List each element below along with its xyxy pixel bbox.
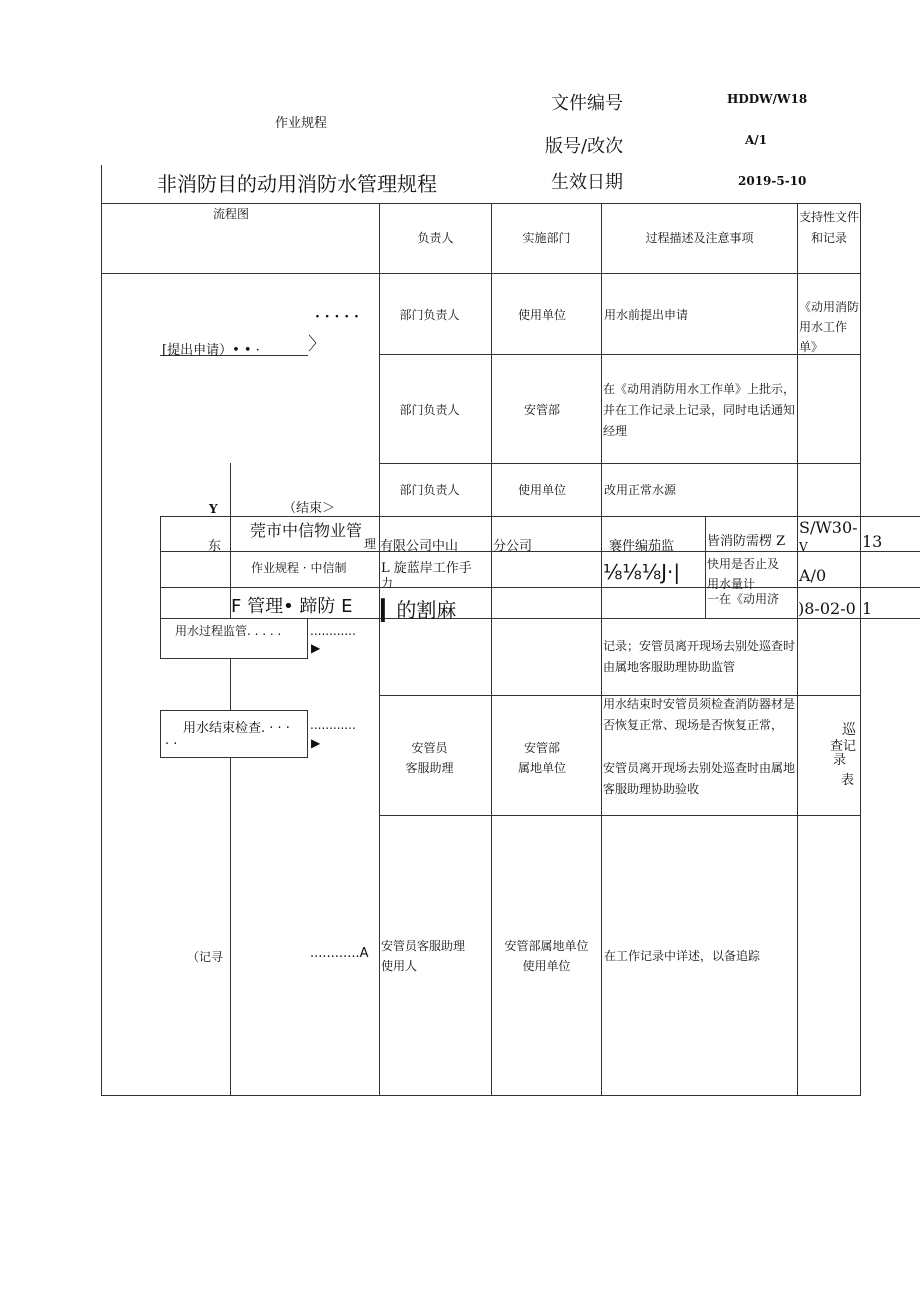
flow-finish-box (160, 710, 308, 758)
row5-record-4: 表 (841, 773, 855, 788)
flow-finish-label-1: 用水结束检查. · · · (183, 721, 290, 736)
overlay-page: 13 (862, 532, 883, 551)
row5-dept-1: 安管部 (523, 741, 560, 755)
doc-type: 作业规程 (275, 116, 328, 131)
overlay-stop-2: 用水量计 (707, 577, 756, 591)
row5-dept-2: 属地单位 (517, 761, 566, 775)
effective-label: 生效日期 (551, 172, 623, 193)
row1-record: 《动用消防用水工作单》 (799, 300, 860, 354)
overlay-stop-1: 快用是否止及 (707, 557, 780, 571)
row1-dept: 使用单位 (517, 308, 566, 322)
row1-owner: 部门负责人 (399, 308, 460, 322)
row2-owner: 部门负责人 (399, 403, 460, 417)
flow-dots-2: ............ (310, 624, 356, 638)
flow-dots-1: · · · · · (315, 309, 359, 325)
overlay-garbled: ⅛⅛⅛J·| (603, 560, 681, 584)
col-owner: 负责人 (417, 231, 454, 245)
row5-record-1: 巡 (842, 722, 856, 738)
col-desc: 过程描述及注意事项 (645, 231, 754, 245)
overlay-doc-no-b: V (799, 540, 808, 554)
row3-owner: 部门负责人 (399, 483, 460, 497)
row2-desc: 在《动用消防用水工作单》上批示，并在工作记录上记录，同时电话通知经理 (603, 382, 796, 438)
row5-record-3: 录 (833, 753, 847, 768)
file-no-label: 文件编号 (551, 93, 623, 114)
flow-arrow-3: ▶ (311, 736, 321, 750)
flow-dots-4: ............A (310, 946, 369, 961)
overlay-doc-no: S/W30- (799, 518, 858, 537)
row6-owner-1: 安管员客服助理 (381, 939, 466, 953)
flow-dots-3: ............ (310, 718, 356, 732)
flow-finish-label-2: · · (165, 737, 178, 752)
row6-dept-1: 安管部属地单位 (504, 939, 589, 953)
version-label: 版号/改次 (545, 136, 624, 157)
flow-end: （结束＞ (283, 501, 336, 516)
row5-desc-1: 用水结束时安管员须检查消防器材是否恢复正常、现场是否恢复正常， (603, 697, 796, 732)
col-flow: 流程图 (213, 207, 250, 221)
flow-y-label: Y (209, 502, 218, 516)
row5-owner-1: 安管员 (411, 741, 448, 755)
overlay-doc-title: 皆消防需楞 Z (707, 534, 786, 549)
flow-apply: [提出申请）• • · (162, 343, 260, 358)
col-records: 支持性文件和记录 (798, 210, 859, 245)
row6-desc: 在工作记录中详述，以备追踪 (604, 949, 761, 963)
row4-desc: 记录；安管员离开现场去别处巡查时由属地客服助理协助监管 (603, 639, 796, 674)
row3-desc: 改用正常水源 (604, 483, 677, 497)
overlay-rules-2: L 旋蓝岸工作手 (381, 561, 472, 576)
overlay-company-2: 有限公司中山 (380, 539, 459, 554)
row1-desc: 用水前提出申请 (604, 308, 689, 322)
row5-record-2: 查记 (830, 739, 857, 754)
flow-arrow-2: ▶ (311, 641, 321, 655)
col-dept: 实施部门 (522, 231, 571, 245)
row6-dept-2: 使用单位 (522, 959, 571, 973)
row5-desc-2: 安管员离开现场去别处巡查时由属地客服助理协助验收 (603, 761, 796, 796)
overlay-company-1: 莞市中信物业管 (250, 521, 363, 540)
page-title: 非消防目的动用消防水管理规程 (157, 172, 437, 196)
version: A/1 (745, 133, 768, 147)
row5-owner-2: 客服助理 (405, 761, 454, 775)
row2-dept: 安管部 (523, 403, 560, 417)
overlay-rules-1: 作业规程 · 中信制 (251, 561, 347, 575)
flow-arrow-1: 〉 (308, 334, 326, 355)
overlay-company-1b: 理 (364, 537, 377, 551)
overlay-mgmt: F 管理• 蹄防 E (231, 596, 353, 617)
row3-dept: 使用单位 (517, 483, 566, 497)
effective-date: 2019-5-10 (738, 174, 807, 188)
overlay-cutting: ▎的割麻 (381, 598, 457, 622)
flow-east: 东 (208, 539, 222, 554)
overlay-date: )8-02-0 (798, 599, 856, 618)
overlay-one: 1 (862, 599, 873, 618)
flow-monitor-label: 用水过程监管. . . . . (175, 624, 282, 638)
row6-owner-2: 使用人 (381, 959, 418, 973)
flow-monitor-box (160, 618, 308, 659)
overlay-rules-2b: 力 (381, 576, 394, 590)
overlay-version: A/0 (799, 566, 827, 585)
overlay-use-1: 一在《动用济 (707, 592, 780, 606)
flow-record: （记寻 (187, 950, 224, 964)
overlay-company-3: 分公司 (493, 539, 533, 554)
file-no: HDDW/W18 (727, 92, 808, 106)
overlay-doc-no-label: 褰件编茄监 (609, 539, 675, 554)
